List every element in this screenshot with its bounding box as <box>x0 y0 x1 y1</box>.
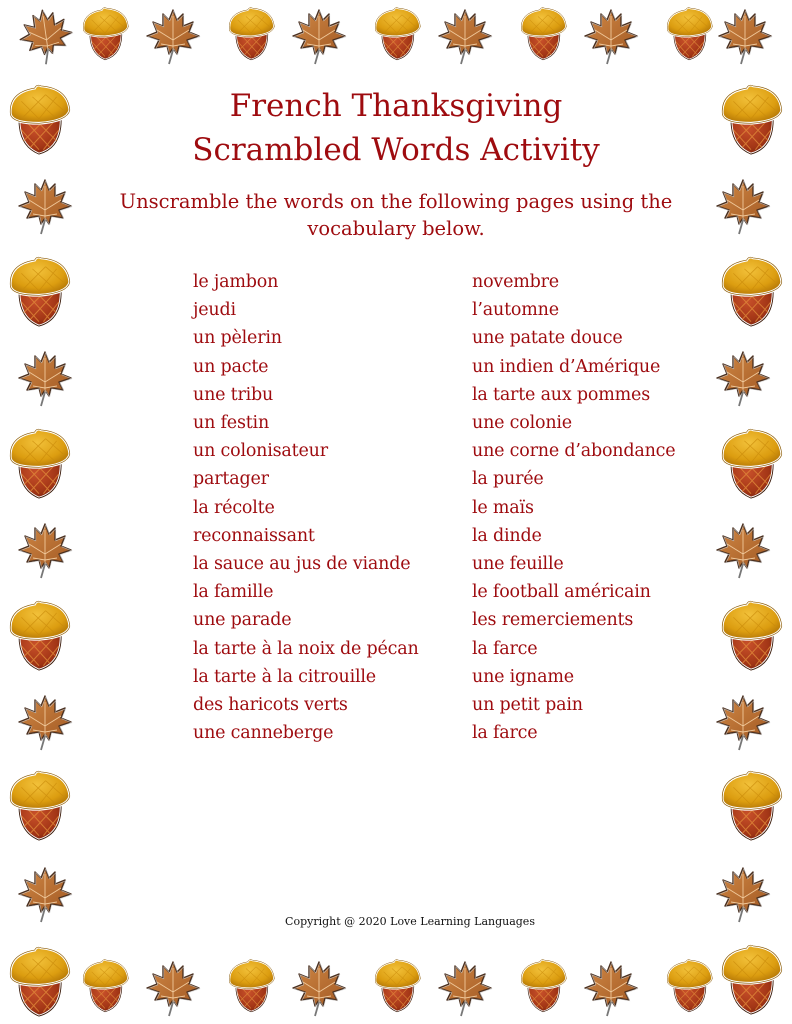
vocab-item: la farce <box>472 723 538 744</box>
acorn-icon <box>718 596 784 676</box>
vocab-item: une parade <box>193 610 292 631</box>
vocab-item: une igname <box>472 666 574 687</box>
vocab-item: la farce <box>472 638 538 659</box>
acorn-icon <box>226 955 276 1017</box>
maple-leaf-icon <box>434 958 496 1018</box>
acorn-icon <box>6 942 72 1022</box>
vocab-item: la sauce au jus de viande <box>193 554 411 575</box>
vocab-item: le football américain <box>472 582 651 603</box>
vocab-item: reconnaissant <box>193 525 315 546</box>
vocab-item: novembre <box>472 272 559 292</box>
vocabulary-column-right <box>472 268 675 747</box>
vocab-item: le jambon <box>193 272 279 292</box>
acorn-icon <box>372 955 422 1017</box>
vocab-item: un petit pain <box>472 695 583 716</box>
title-line-1: French Thanksgiving <box>229 88 563 124</box>
vocab-item: une tribu <box>193 384 274 405</box>
maple-leaf-icon <box>14 520 76 580</box>
vocab-item: la tarte à la noix de pécan <box>193 638 419 659</box>
acorn-icon <box>6 424 72 504</box>
maple-leaf-icon <box>580 6 642 66</box>
vocab-item: un pacte <box>193 356 269 377</box>
vocab-item: la dinde <box>472 525 542 546</box>
maple-leaf-icon <box>288 6 350 66</box>
vocab-item: une feuille <box>472 554 564 575</box>
vocab-item: la tarte aux pommes <box>472 384 650 405</box>
maple-leaf-icon <box>288 958 350 1018</box>
page-title <box>0 84 792 172</box>
acorn-icon <box>6 596 72 676</box>
vocab-item: partager <box>193 469 269 490</box>
acorn-icon <box>718 252 784 332</box>
vocab-item: la purée <box>472 469 544 490</box>
vocab-item: un colonisateur <box>193 441 328 462</box>
acorn-icon <box>6 766 72 846</box>
acorn-icon <box>226 4 276 64</box>
vocab-item: un festin <box>193 413 270 434</box>
acorn-icon <box>80 4 130 64</box>
maple-leaf-icon <box>714 6 776 66</box>
acorn-icon <box>518 955 568 1017</box>
vocab-item: l’automne <box>472 300 559 321</box>
acorn-icon <box>718 940 784 1020</box>
acorn-icon <box>664 955 714 1017</box>
vocab-item: un pèlerin <box>193 328 282 349</box>
maple-leaf-icon <box>712 520 774 580</box>
maple-leaf-icon <box>142 6 204 66</box>
vocab-item: jeudi <box>193 300 236 321</box>
vocab-item: une corne d’abondance <box>472 441 676 462</box>
vocab-item: une colonie <box>472 413 572 434</box>
maple-leaf-icon <box>15 6 77 66</box>
acorn-icon <box>518 4 568 64</box>
maple-leaf-icon <box>142 958 204 1018</box>
maple-leaf-icon <box>712 692 774 752</box>
vocab-item: un indien d’Amérique <box>472 356 661 377</box>
title-line-2: Scrambled Words Activity <box>192 132 600 168</box>
maple-leaf-icon <box>14 692 76 752</box>
acorn-icon <box>372 4 422 64</box>
acorn-icon <box>664 4 714 64</box>
maple-leaf-icon <box>712 176 774 236</box>
vocab-item: la tarte à la citrouille <box>193 666 376 687</box>
vocab-item: une canneberge <box>193 723 334 744</box>
acorn-icon <box>6 252 72 332</box>
vocab-item: les remerciements <box>472 610 634 631</box>
maple-leaf-icon <box>434 6 496 66</box>
instructions: Unscramble the words on the following pages using the vocabulary below. <box>119 190 673 240</box>
copyright-notice: Copyright @ 2020 Love Learning Languages <box>285 915 535 928</box>
vocab-item: des haricots verts <box>193 695 348 716</box>
vocabulary-column-left <box>193 268 419 747</box>
maple-leaf-icon <box>14 348 76 408</box>
vocab-item: une patate douce <box>472 328 623 349</box>
maple-leaf-icon <box>14 176 76 236</box>
vocab-item: la récolte <box>193 497 275 518</box>
vocab-item: le maïs <box>472 497 534 518</box>
vocab-item: la famille <box>193 582 274 603</box>
acorn-icon <box>718 424 784 504</box>
acorn-icon <box>718 766 784 846</box>
maple-leaf-icon <box>580 958 642 1018</box>
maple-leaf-icon <box>712 348 774 408</box>
acorn-icon <box>80 955 130 1017</box>
